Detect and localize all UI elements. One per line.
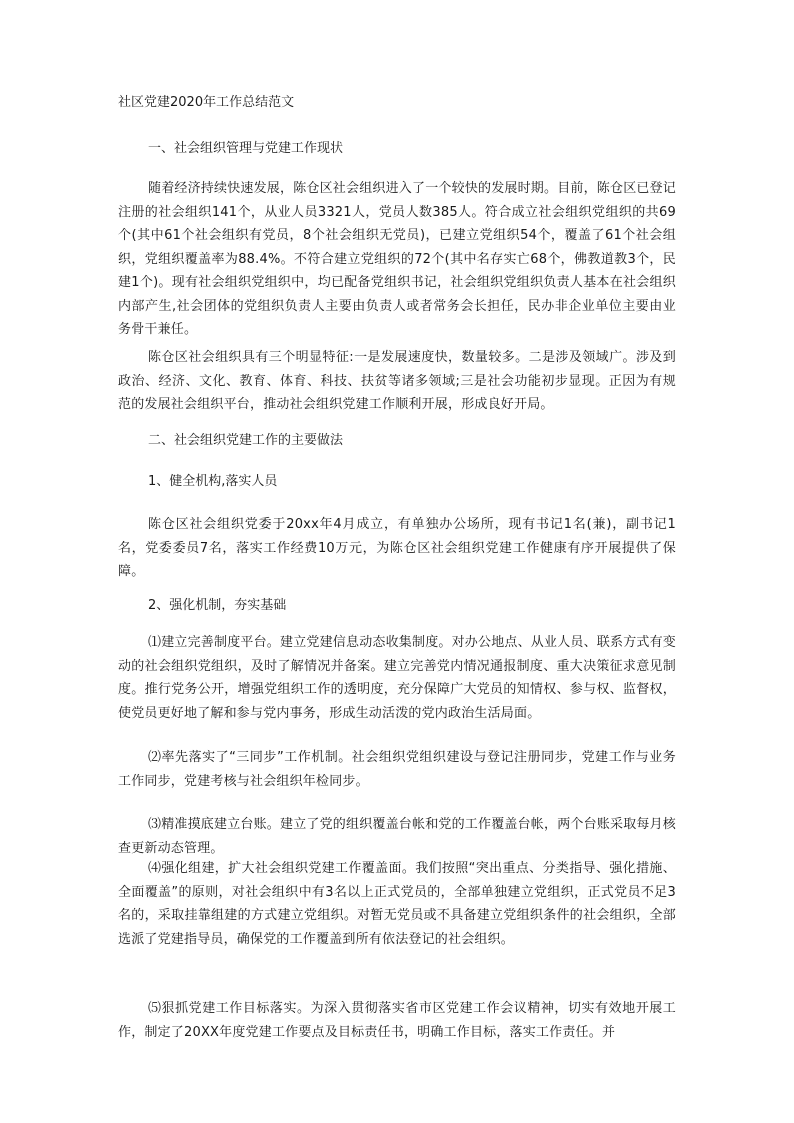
paragraph-status-overview: 随着经济持续快速发展，陈仓区社会组织进入了一个较快的发展时期。目前，陈仓区已登记注册的社会组织141个，从业人员3321人，党员人数385人。符合成立社会组织党组织的共69个(其中61个社会组织有党员，8个社会组织无党员)，已建立党组织54个，覆盖了61个社会组织，党组织覆盖率为88.4%。不符合建立党组织的72个(其中名存实亡68个，佛教道教3个，民建1个)。现有社会组织党组织中，均已配备党组织书记，社会组织党组织负责人基本在社会组织内部产生,社会团体的党组织负责人主要由负责人或者常务会长担任，民办非企业单位主要由业务骨干兼任。 [118,181,677,337]
paragraph-item-4: ⑷强化组建，扩大社会组织党建工作覆盖面。我们按照“突出重点、分类指导、强化措施、全面覆盖”的原则，对社会组织中有3名以上正式党员的，全部单独建立党组织，正式党员不足3名的，采取挂靠组建的方式建立党组织。对暂无党员或不具备建立党组织条件的社会组织，全部选派了党建指导员，确保党的工作覆盖到所有依法登记的社会组织。 [118,861,676,947]
paragraph-characteristics: 陈仓区社会组织具有三个明显特征:一是发展速度快，数量较多。二是涉及领域广。涉及到政治、经济、文化、教育、体育、科技、扶贫等诸多领域;三是社会功能初步显现。正因为有规范的发展社会组织平台，推动社会组织党建工作顺利开展，形成良好开局。 [118,350,676,412]
paragraph-item-3: ⑶精准摸底建立台账。建立了党的组织覆盖台帐和党的工作覆盖台帐，两个台账采取每月核查更新动态管理。 [118,817,677,856]
section-heading-1: 一、社会组织管理与党建工作现状 [148,141,344,156]
paragraph-item-2: ⑵率先落实了“三同步”工作机制。社会组织党组织建设与登记注册同步，党建工作与业务工作同步，党建考核与社会组织年检同步。 [118,750,676,789]
subsection-heading-1: 1、健全机构,落实人员 [148,474,278,489]
paragraph-organization: 陈仓区社会组织党委于20xx年4月成立，有单独办公场所，现有书记1名(兼)，副书记1名，党委委员7名，落实工作经费10万元，为陈仓区社会组织党建工作健康有序开展提供了保障。 [118,517,676,579]
section-heading-2: 二、社会组织党建工作的主要做法 [148,433,344,448]
subsection-heading-2: 2、强化机制，夯实基础 [148,598,287,613]
paragraph-item-5: ⑸狠抓党建工作目标落实。为深入贯彻落实省市区党建工作会议精神，切实有效地开展工作，制定了20XX年度党建工作要点及目标责任书，明确工作目标，落实工作责任。并 [118,1001,676,1040]
paragraph-item-1: ⑴建立完善制度平台。建立党建信息动态收集制度。对办公地点、从业人员、联系方式有变动的社会组织党组织，及时了解情况并备案。建立完善党内情况通报制度、重大决策征求意见制度。推行党务公开，增强党组织工作的透明度，充分保障广大党员的知情权、参与权、监督权，使党员更好地了解和参与党内事务，形成生动活泼的党内政治生活局面。 [118,635,677,721]
document-title: 社区党建2020年工作总结范文 [118,95,295,110]
